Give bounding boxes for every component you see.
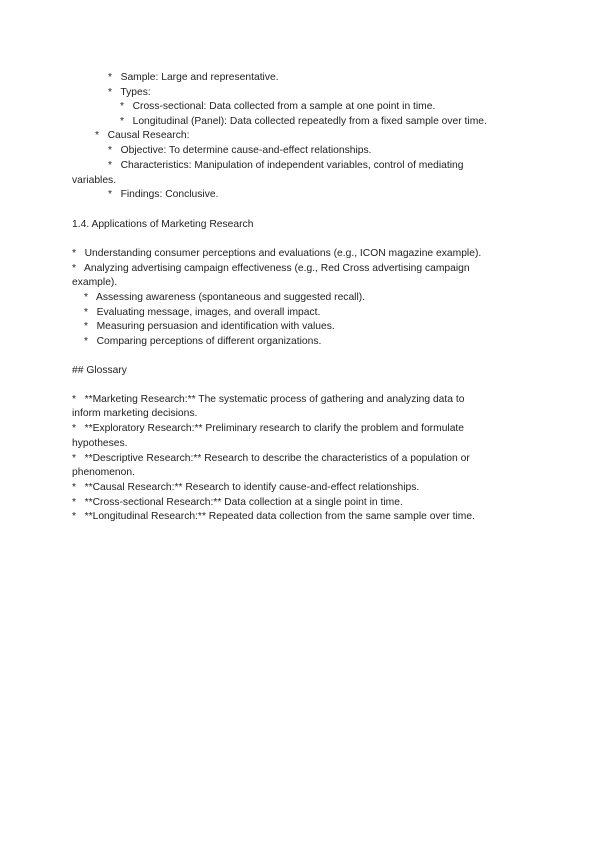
sample-item: * Sample: Large and representative. [108,72,279,83]
glossary-item: * **Descriptive Research:** Research to describe the characteristics of a population or [72,453,470,464]
glossary-item-cont: inform marketing decisions. [72,408,198,419]
sub-application-item: * Assessing awareness (spontaneous and suggested recall). [84,292,366,303]
characteristics-cont: variables. [72,175,117,186]
characteristics-item: * Characteristics: Manipulation of independent variables, control of mediating [108,160,464,171]
glossary-item: * **Exploratory Research:** Preliminary research to clarify the problem and formulate [72,423,465,434]
longitudinal-item: * Longitudinal (Panel): Data collected repeatedly from a fixed sample over time. [120,116,487,127]
types-item: * Types: [108,87,151,98]
sub-application-item: * Measuring persuasion and identification with values. [84,321,335,332]
findings-item: * Findings: Conclusive. [108,189,219,200]
glossary-item-cont: hypotheses. [72,438,128,449]
application-item: * Understanding consumer perceptions and evaluations (e.g., ICON magazine example). [72,248,482,259]
glossary-heading: ## Glossary [72,365,127,376]
section-heading: 1.4. Applications of Marketing Research [72,219,254,230]
glossary-item-cont: phenomenon. [72,467,135,478]
sub-application-item: * Comparing perceptions of different organizations. [84,336,322,347]
application-item: * Analyzing advertising campaign effectiveness (e.g., Red Cross advertising campaign [72,263,470,274]
sub-application-item: * Evaluating message, images, and overall impact. [84,307,321,318]
glossary-item: * **Marketing Research:** The systematic process of gathering and analyzing data to [72,394,465,405]
causal-research-item: * Causal Research: [95,130,190,141]
glossary-item: * **Causal Research:** Research to identify cause-and-effect relationships. [72,482,420,493]
objective-item: * Objective: To determine cause-and-effect relationships. [108,145,372,156]
glossary-item: * **Cross-sectional Research:** Data collection at a single point in time. [72,497,403,508]
glossary-item: * **Longitudinal Research:** Repeated data collection from the same sample over time. [72,511,475,522]
application-item-cont: example). [72,277,118,288]
cross-sectional-item: * Cross-sectional: Data collected from a sample at one point in time. [120,101,436,112]
